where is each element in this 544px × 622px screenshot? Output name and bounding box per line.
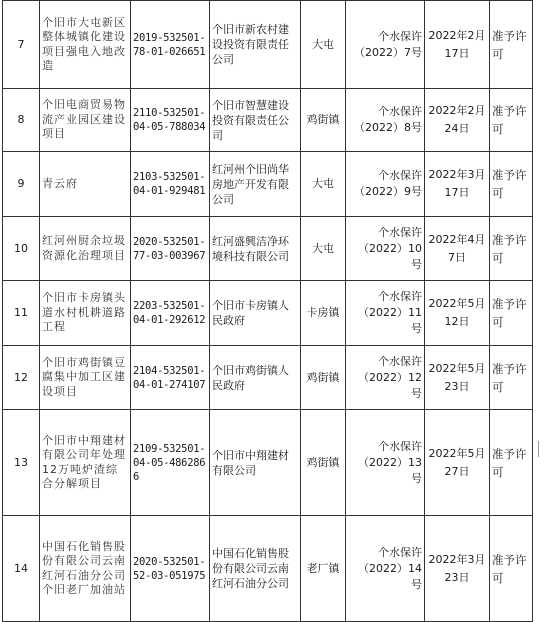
approval-date: 2022年5月23日	[425, 346, 490, 410]
approval-date: 2022年4月7日	[425, 217, 490, 281]
approval-date: 2022年3月23日	[425, 516, 490, 622]
table-row	[3, 152, 533, 217]
row-number: 12	[3, 346, 40, 410]
project-name: 红河州厨余垃圾资源化治理项目	[40, 217, 131, 281]
row-number: 8	[3, 89, 40, 152]
table-row	[3, 281, 533, 346]
project-code: 2104-532501-04-01-274107	[131, 346, 210, 410]
applicant-org: 中国石化销售股份有限公司云南红河石油分公司	[210, 516, 301, 622]
location: 大屯	[301, 1, 346, 89]
row-number: 7	[3, 1, 40, 89]
table-row	[3, 1, 533, 89]
applicant-org: 个旧市新农村建设投资有限责任公司	[210, 1, 301, 89]
project-name: 个旧市大屯新区整体城镇化建设项目强电入地改造	[40, 1, 131, 89]
applicant-org: 个旧市智慧建设投资有限责任公司	[210, 89, 301, 152]
approval-date: 2022年3月17日	[425, 152, 490, 217]
row-number: 11	[3, 281, 40, 346]
project-name: 青云府	[40, 152, 131, 217]
permit-number: 个水保许（2022）9号	[346, 152, 425, 217]
permit-number: 个水保许（2022）13号	[346, 410, 425, 516]
approval-result: 准予许可	[490, 516, 533, 622]
approval-result: 准予许可	[490, 410, 533, 516]
applicant-org: 红河州个旧尚华房地产开发有限公司	[210, 152, 301, 217]
applicant-org: 个旧市鸡街镇人民政府	[210, 346, 301, 410]
project-code: 2110-532501-04-05-788034	[131, 89, 210, 152]
project-code: 2019-532501-78-01-026651	[131, 1, 210, 89]
location: 鸡街镇	[301, 346, 346, 410]
project-name: 个旧市卡房镇头道水村机耕道路工程	[40, 281, 131, 346]
approval-result: 准予许可	[490, 346, 533, 410]
table-row	[3, 516, 533, 622]
table-row	[3, 89, 533, 152]
approval-date: 2022年2月24日	[425, 89, 490, 152]
row-number: 13	[3, 410, 40, 516]
approval-date: 2022年5月12日	[425, 281, 490, 346]
permit-number: 个水保许（2022）14号	[346, 516, 425, 622]
applicant-org: 红河盛興洁净环境科技有限公司	[210, 217, 301, 281]
project-code: 2020-532501-77-03-003967	[131, 217, 210, 281]
approval-result: 准予许可	[490, 217, 533, 281]
row-number: 10	[3, 217, 40, 281]
location: 鸡街镇	[301, 89, 346, 152]
table-row	[3, 346, 533, 410]
location: 卡房镇	[301, 281, 346, 346]
location: 鸡街镇	[301, 410, 346, 516]
project-code: 2103-532501-04-01-929481	[131, 152, 210, 217]
project-name: 个旧电商贸易物流产业园区建设项目	[40, 89, 131, 152]
table-row	[3, 410, 533, 516]
location: 大屯	[301, 217, 346, 281]
table-row	[3, 217, 533, 281]
approval-date: 2022年5月27日	[425, 410, 490, 516]
approval-result: 准予许可	[490, 152, 533, 217]
applicant-org: 个旧市中翔建材有限公司	[210, 410, 301, 516]
approval-result: 准予许可	[490, 281, 533, 346]
project-name: 中国石化销售股份有限公司云南红河石油分公司个旧老厂加油站	[40, 516, 131, 622]
permit-number: 个水保许（2022）11号	[346, 281, 425, 346]
project-name: 个旧市鸡街镇豆腐集中加工区建设项目	[40, 346, 131, 410]
approval-result: 准予许可	[490, 89, 533, 152]
permit-number: 个水保许（2022）12号	[346, 346, 425, 410]
project-code: 2020-532501-52-03-051975	[131, 516, 210, 622]
approval-result: 准予许可	[490, 1, 533, 89]
permit-number: 个水保许（2022）10号	[346, 217, 425, 281]
permit-number: 个水保许（2022）7号	[346, 1, 425, 89]
location: 老厂镇	[301, 516, 346, 622]
permit-table	[2, 0, 533, 622]
applicant-org: 个旧市卡房镇人民政府	[210, 281, 301, 346]
row-number: 9	[3, 152, 40, 217]
row-number: 14	[3, 516, 40, 622]
edge-divider	[538, 441, 541, 457]
project-name: 个旧市中翔建材有限公司年处理12万吨炉渣综合分解项目	[40, 410, 131, 516]
project-code: 2203-532501-04-01-292612	[131, 281, 210, 346]
project-code: 2109-532501-04-05-4862866	[131, 410, 210, 516]
approval-date: 2022年2月17日	[425, 1, 490, 89]
location: 大屯	[301, 152, 346, 217]
permit-number: 个水保许（2022）8号	[346, 89, 425, 152]
